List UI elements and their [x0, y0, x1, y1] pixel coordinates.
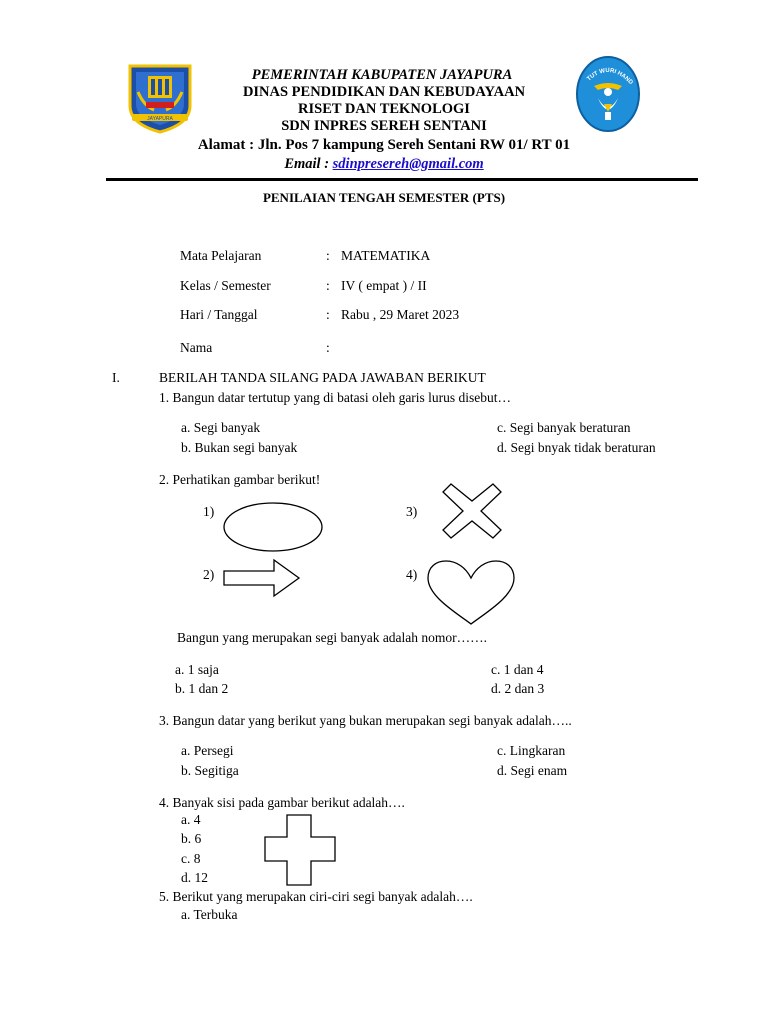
q3-option-a[interactable]: a. Persegi	[181, 743, 234, 758]
info-value-subject: MATEMATIKA	[341, 248, 431, 263]
question-5: 5. Berikut yang merupakan ciri-ciri segi banyak adalah….	[159, 889, 473, 904]
q2-stem: Bangun yang merupakan segi banyak adalah nomor…….	[177, 630, 488, 645]
info-value-class: IV ( empat ) / II	[341, 278, 427, 293]
q3-option-c[interactable]: c. Lingkaran	[497, 743, 566, 758]
figure-1-label: 1)	[203, 504, 215, 519]
q4-option-a[interactable]: a. 4	[181, 812, 201, 827]
ellipse-figure	[222, 500, 324, 559]
heart-figure	[425, 558, 517, 633]
svg-text:JAYAPURA: JAYAPURA	[147, 116, 173, 122]
info-label-date: Hari / Tanggal	[180, 307, 258, 322]
header-research-line: RISET DAN TEKNOLOGI	[298, 101, 470, 117]
question-3: 3. Bangun datar yang berikut yang bukan merupakan segi banyak adalah…..	[159, 713, 572, 728]
info-sep: :	[326, 248, 330, 263]
q1-option-b[interactable]: b. Bukan segi banyak	[181, 440, 298, 455]
q5-option-a[interactable]: a. Terbuka	[181, 907, 238, 922]
q2-option-c[interactable]: c. 1 dan 4	[491, 662, 544, 677]
section-number: I.	[112, 370, 120, 385]
q2-option-b[interactable]: b. 1 dan 2	[175, 681, 229, 696]
q1-option-d[interactable]: d. Segi bnyak tidak beraturan	[497, 440, 656, 455]
x-cross-figure	[441, 482, 503, 545]
email-link[interactable]: sdinpresereh@gmail.com	[332, 156, 484, 172]
q2-option-d[interactable]: d. 2 dan 3	[491, 681, 545, 696]
header-dept-line: DINAS PENDIDIKAN DAN KEBUDAYAAN	[242, 84, 526, 100]
q4-option-d[interactable]: d. 12	[181, 870, 208, 885]
q1-option-a[interactable]: a. Segi banyak	[181, 420, 261, 435]
header-address: Alamat : Jln. Pos 7 kampung Sereh Sentani RW 01/ RT 01	[197, 137, 571, 153]
figure-4-label: 4)	[406, 567, 418, 582]
header-divider	[106, 178, 698, 181]
question-4: 4. Banyak sisi pada gambar berikut adalah….	[159, 795, 405, 810]
email-label: Email :	[284, 156, 333, 172]
info-label-name: Nama	[180, 340, 213, 355]
svg-text:TUT WURI HANDAYANI: TUT WURI HAND	[586, 67, 634, 87]
info-sep: :	[326, 307, 330, 322]
q3-option-b[interactable]: b. Segitiga	[181, 763, 239, 778]
exam-title: PENILAIAN TENGAH SEMESTER (PTS)	[262, 190, 506, 205]
q4-option-c[interactable]: c. 8	[181, 851, 201, 866]
header-email-line	[0, 155, 768, 173]
info-sep: :	[326, 340, 330, 355]
figure-3-label: 3)	[406, 504, 418, 519]
header-school-name: SDN INPRES SEREH SENTANI	[281, 118, 487, 134]
q2-option-a[interactable]: a. 1 saja	[175, 662, 219, 677]
section-title: BERILAH TANDA SILANG PADA JAWABAN BERIKUT	[159, 370, 486, 385]
header-gov-line: PEMERINTAH KABUPATEN JAYAPURA	[251, 67, 513, 83]
info-label-subject: Mata Pelajaran	[180, 248, 262, 263]
q1-option-c[interactable]: c. Segi banyak beraturan	[497, 420, 631, 435]
arrow-figure	[222, 558, 302, 603]
question-2: 2. Perhatikan gambar berikut!	[159, 472, 321, 487]
question-1: 1. Bangun datar tertutup yang di batasi oleh garis lurus disebut…	[159, 390, 512, 405]
figure-2-label: 2)	[203, 567, 215, 582]
info-value-date: Rabu , 29 Maret 2023	[341, 307, 460, 322]
plus-cross-figure	[263, 813, 337, 892]
info-sep: :	[326, 278, 330, 293]
info-label-class: Kelas / Semester	[180, 278, 271, 293]
q3-option-d[interactable]: d. Segi enam	[497, 763, 568, 778]
q4-option-b[interactable]: b. 6	[181, 831, 202, 846]
